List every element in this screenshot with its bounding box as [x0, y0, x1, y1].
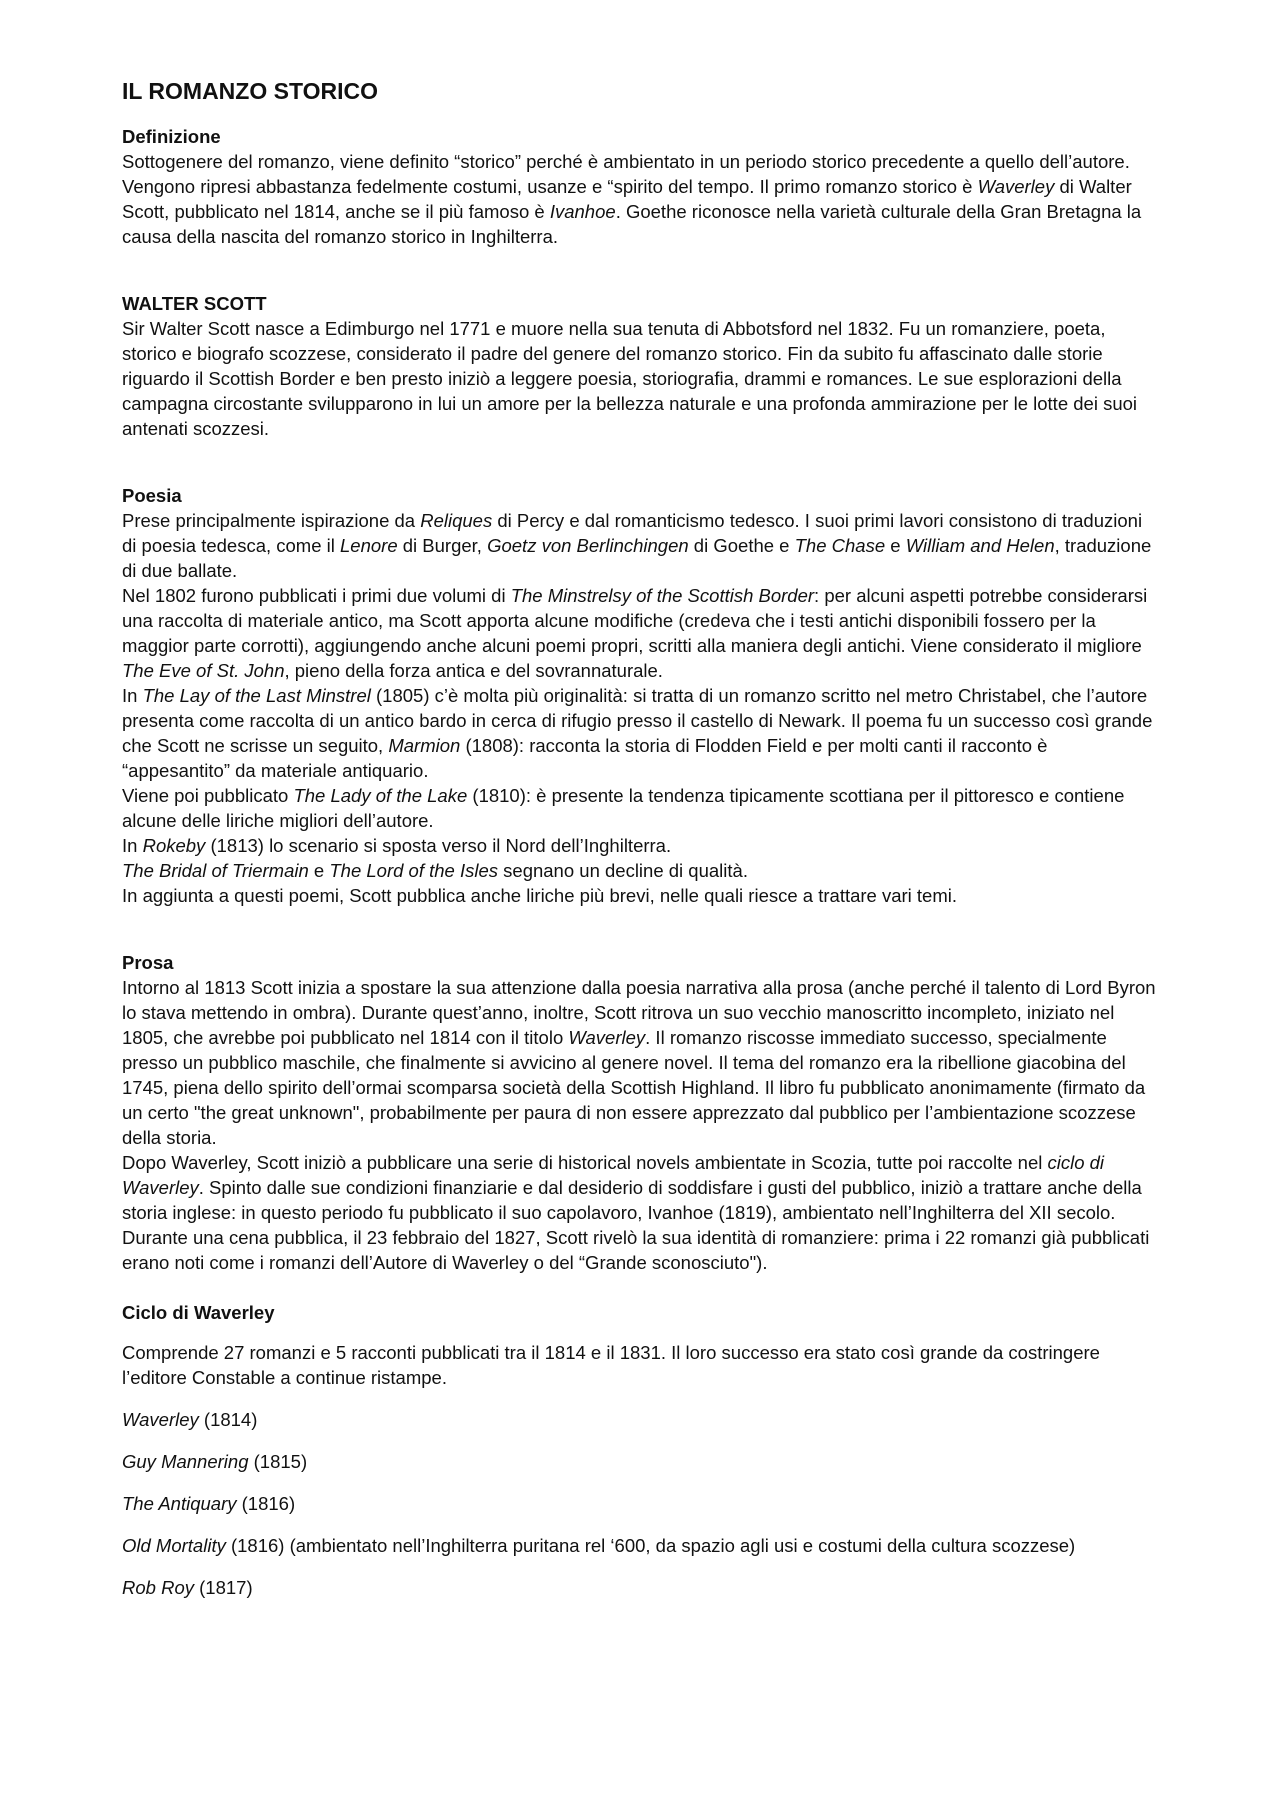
italic-title: Marmion — [388, 734, 461, 756]
section-definizione — [122, 124, 1160, 249]
section-ciclo-di-waverley — [122, 1300, 1160, 1600]
italic-title: The Bridal of Triermain — [122, 859, 309, 881]
paragraph: Prese principalmente ispirazione da Reliques di Percy e dal romanticismo tedesco. I suoi primi lavori consistono di traduzioni di poesia tedesca, come il Lenore di Burger, Goetz von Berlinchingen di Goethe e The Chase e William and Helen, traduzione di due ballate. — [122, 509, 1152, 581]
section-heading-walter-scott: WALTER SCOTT — [122, 292, 267, 314]
section-heading-ciclo: Ciclo di Waverley — [122, 1301, 275, 1323]
list-item: Guy Mannering (1815) — [122, 1450, 308, 1472]
italic-title: Reliques — [420, 509, 493, 531]
paragraph: In Rokeby (1813) lo scenario si sposta verso il Nord dell’Inghilterra. — [122, 834, 672, 856]
section-prosa — [122, 950, 1160, 1275]
italic-title: The Eve of St. John — [122, 659, 285, 681]
section-heading-poesia: Poesia — [122, 484, 182, 506]
italic-title: ciclo di Waverley — [122, 1151, 1105, 1198]
page-title: IL ROMANZO STORICO — [122, 78, 378, 104]
italic-title: Goetz von Berlinchingen — [487, 534, 689, 556]
italic-title: Old Mortality — [122, 1534, 226, 1556]
section-poesia — [122, 483, 1160, 908]
paragraph: Durante una cena pubblica, il 23 febbraio del 1827, Scott rivelò la sua identità di romanziere: prima i 22 romanzi già pubblicati erano noti come i romanzi dell’Autore di Waverley o del “Grande sconosciuto"). — [122, 1226, 1150, 1273]
paragraph: Sir Walter Scott nasce a Edimburgo nel 1771 e muore nella sua tenuta di Abbotsford nel 1832. Fu un romanziere, poeta, storico e biografo scozzese, considerato il padre del genere del romanzo storico. Fin da subito fu affascinato dalle storie riguardo il Scottish Border e ben presto iniziò a leggere poesia, storiografia, drammi e romances. Le sue esplorazioni della campagna circostante svilupparono in lui un amore per la bellezza naturale e una profonda ammirazione per le lotte dei suoi antenati scozzesi. — [122, 317, 1138, 439]
paragraph: Comprende 27 romanzi e 5 racconti pubblicati tra il 1814 e il 1831. Il loro successo era stato così grande da costringere l’editore Constable a continue ristampe. — [122, 1341, 1100, 1388]
section-walter-scott — [122, 291, 1160, 441]
italic-title: Waverley — [568, 1026, 646, 1048]
list-item: Old Mortality (1816) (ambientato nell’Inghilterra puritana rel ‘600, da spazio agli usi e costumi della cultura scozzese) — [122, 1534, 1076, 1556]
italic-title: Rokeby — [142, 834, 206, 856]
paragraph: Intorno al 1813 Scott inizia a spostare la sua attenzione dalla poesia narrativa alla prosa (anche perché il talento di Lord Byron lo stava mettendo in ombra). Durante quest’anno, inoltre, Scott ritrova un suo vecchio manoscritto incompleto, iniziato nel 1805, che avrebbe poi pubblicato nel 1814 con il titolo Waverley. Il romanzo riscosse immediato successo, specialmente presso un pubblico maschile, che finalmente si avvicino al genere novel. Il tema del romanzo era la ribellione giacobina del 1745, piena dello spirito dell’ormai scomparsa società della Scottish Highland. Il libro fu pubblicato anonimamente (firmato da un certo "the great unknown", probabilmente per paura di non essere apprezzato dal pubblico per l’ambientazione scozzese della storia. — [122, 976, 1156, 1148]
italic-title: The Chase — [794, 534, 886, 556]
italic-title: William and Helen — [905, 534, 1055, 556]
paragraph: In The Lay of the Last Minstrel (1805) c’è molta più originalità: si tratta di un romanzo scritto nel metro Christabel, che l’autore presenta come raccolta di un antico bardo in cerca di rifugio presso il castello di Newark. Il poema fu un successo così grande che Scott ne scrisse un seguito, Marmion (1808): racconta la storia di Flodden Field e per molti canti il racconto è “appesantito” da materiale antiquario. — [122, 684, 1153, 781]
paragraph: In aggiunta a questi poemi, Scott pubblica anche liriche più brevi, nelle quali riesce a trattare vari temi. — [122, 884, 958, 906]
list-item: The Antiquary (1816) — [122, 1492, 296, 1514]
italic-title: The Antiquary — [122, 1492, 237, 1514]
italic-title: Waverley — [122, 1408, 199, 1430]
list-item: Waverley (1814) — [122, 1408, 258, 1430]
paragraph: Nel 1802 furono pubblicati i primi due volumi di The Minstrelsy of the Scottish Border: per alcuni aspetti potrebbe considerarsi una raccolta di materiale antico, ma Scott apporta alcune modifiche (credeva che i testi antichi disponibili fossero per la maggior parte corrotti), aggiungendo anche alcuni poemi propri, scritti alla maniera degli antichi. Viene considerato il migliore The Eve of St. John, pieno della forza antica e del sovrannaturale. — [122, 584, 1148, 681]
italic-title: Guy Mannering — [122, 1450, 249, 1472]
paragraph: Viene poi pubblicato The Lady of the Lake (1810): è presente la tendenza tipicamente scottiana per il pittoresco e contiene alcune delle liriche migliori dell’autore. — [122, 784, 1125, 831]
italic-title: Lenore — [340, 534, 398, 556]
section-heading-definizione: Definizione — [122, 125, 221, 147]
italic-title: Waverley — [977, 175, 1055, 197]
italic-title: The Minstrelsy of the Scottish Border — [510, 584, 815, 606]
italic-title: The Lay of the Last Minstrel — [142, 684, 371, 706]
paragraph: Sottogenere del romanzo, viene definito “storico” perché è ambientato in un periodo storico precedente a quello dell’autore. Vengono ripresi abbastanza fedelmente costumi, usanze e “spirito del tempo. Il primo romanzo storico è Waverley di Walter Scott, pubblicato nel 1814, anche se il più famoso è Ivanhoe. Goethe riconosce nella varietà culturale della Gran Bretagna la causa della nascita del romanzo storico in Inghilterra. — [122, 150, 1142, 247]
paragraph: The Bridal of Triermain e The Lord of the Isles segnano un decline di qualità. — [122, 859, 748, 881]
italic-title: The Lord of the Isles — [329, 859, 499, 881]
paragraph: Dopo Waverley, Scott iniziò a pubblicare una serie di historical novels ambientate in Scozia, tutte poi raccolte nel ciclo di Waverley. Spinto dalle sue condizioni finanziarie e dal desiderio di soddisfare i gusti del pubblico, iniziò a trattare anche della storia inglese: in questo periodo fu pubblicato il suo capolavoro, Ivanhoe (1819), ambientato nell’Inghilterra del XII secolo. — [122, 1151, 1142, 1223]
italic-title: Rob Roy — [122, 1576, 194, 1598]
section-heading-prosa: Prosa — [122, 951, 174, 973]
italic-title: The Lady of the Lake — [293, 784, 468, 806]
list-item: Rob Roy (1817) — [122, 1576, 253, 1598]
italic-title: Ivanhoe — [549, 200, 616, 222]
